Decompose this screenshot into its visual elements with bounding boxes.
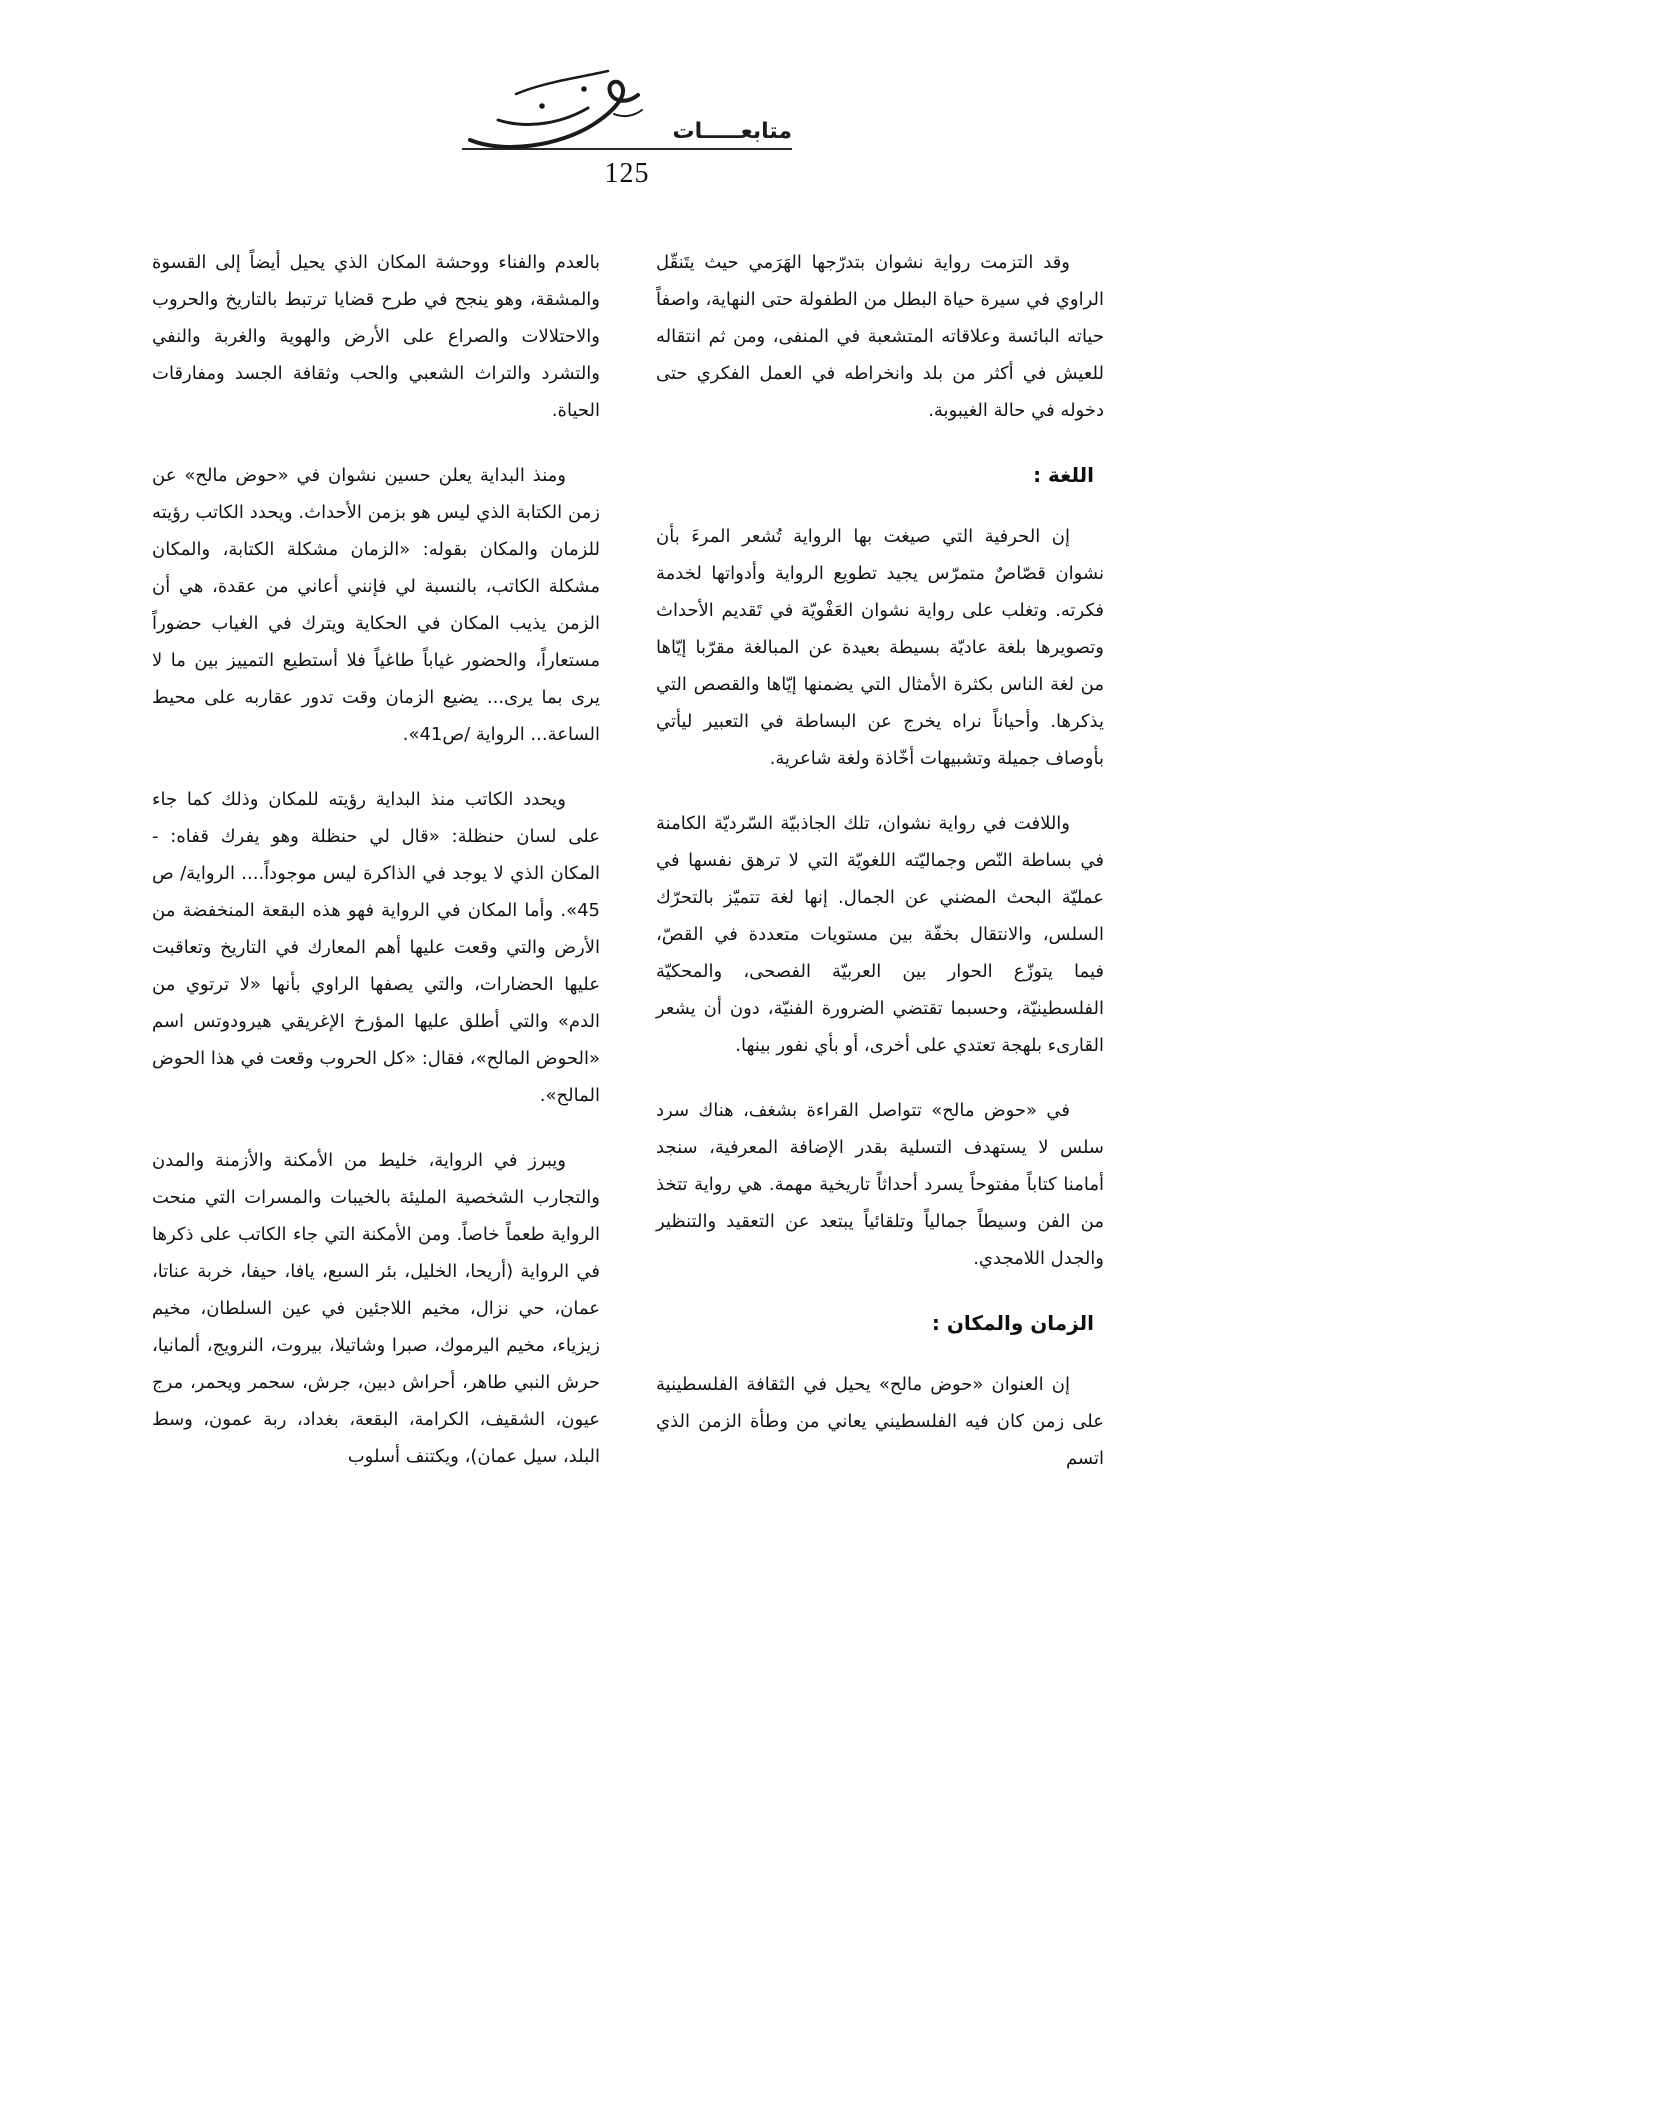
- column-left: [152, 244, 600, 1505]
- afkar-logo-icon: [464, 62, 654, 162]
- paragraph: ومنذ البداية يعلن حسين نشوان في «حوض مالح» عن زمن الكتابة الذي ليس هو بزمن الأحداث. ويحدد الكاتب رؤيته للزمان والمكان بقوله: «الزمان مشكلة الكتابة، والمكان مشكلة الكاتب، بالنسبة لي فإنني أعاني من عقدة، هي أن الزمن يذيب المكان في الحكاية ويترك في الغياب حضوراً مستعاراً، والحضور غياباً طاغياً فلا أستطيع التمييز بين ما لا يرى بما يرى... يضيع الزمان وقت تدور عقاربه على محيط الساعة... الرواية /ص41».: [152, 465, 600, 745]
- page-header: [462, 62, 792, 190]
- section-heading-language: اللغة :: [1033, 463, 1094, 487]
- article-body: [152, 244, 1104, 1505]
- masthead-rule: [462, 62, 792, 150]
- section-heading-time-place: الزمان والمكان :: [931, 1311, 1094, 1335]
- paragraph: إن الحرفية التي صيغت بها الرواية تُشعر المرءَ بأن نشوان قصّاصٌ متمرّس يجيد تطويع الرواية وأدواتها لخدمة فكرته. وتغلب على رواية نشوان العَفْويّة في تَقديم الأحداث وتصويرها بلغة عاديّة بسيطة بعيدة عن المبالغة مقرّبا إيّاها من لغة الناس بكثرة الأمثال التي يضمنها إيّاها والقصص التي يذكرها. وأحياناً نراه يخرج عن البساطة في التعبير ليأتي بأوصاف جميلة وتشبيهات أخّاذة ولغة شاعرية.: [656, 526, 1104, 769]
- section-title: متابعـــــات: [672, 119, 792, 144]
- paragraph: ويبرز في الرواية، خليط من الأمكنة والأزمنة والمدن والتجارب الشخصية المليئة بالخيبات والمسرات التي منحت الرواية طعماً خاصاً. ومن الأمكنة التي جاء الكاتب على ذكرها في الرواية (أريحا، الخليل، بئر السبع، يافا، حيفا، خربة عناتا، عمان، حي نزال، مخيم اللاجئين في عين السلطان، مخيم زيزياء، مخيم اليرموك، صبرا وشاتيلا، بيروت، النرويج، ألمانيا، حرش النبي طاهر، أحراش دبين، جرش، سحمر ويحمر، مرج عيون، الشقيف، الكرامة، البقعة، بغداد، ربة عمون، وسط البلد، سيل عمان)، ويكتنف أسلوب: [152, 1150, 600, 1467]
- article-columns: [152, 244, 1104, 1505]
- paragraph: واللافت في رواية نشوان، تلك الجاذبيّة السّرديّة الكامنة في بساطة النّص وجماليّته اللغويّة التي لا ترهق نفسها في عمليّة البحث المضني عن الجمال. إنها لغة تتميّز بالتحرّك السلس، والانتقال بخفّة بين مستويات متعددة في القصّ، فيما يتوزّع الحوار بين العربيّة الفصحى، والمحكيّة الفلسطينيّة، وحسبما تقتضي الضرورة الفنيّة، دون أن يشعر القارىء بلهجة تعتدي على أخرى، أو بأي نفور بينها.: [656, 813, 1104, 1056]
- paragraph: وقد التزمت رواية نشوان بتدرّجها الهَرَمي حيث يتَنقّل الراوي في سيرة حياة البطل من الطفولة حتى النهاية، واصفاً حياته البائسة وعلاقاته المتشعبة في المنفى، ومن ثم انتقاله للعيش في أكثر من بلد وانخراطه في العمل الفكري حتى دخوله في حالة الغيبوبة.: [656, 252, 1104, 421]
- column-right: [656, 244, 1104, 1505]
- page-number: 125: [604, 158, 650, 189]
- paragraph: ويحدد الكاتب منذ البداية رؤيته للمكان وذلك كما جاء على لسان حنظلة: «قال لي حنظلة وهو يفرك قفاه: - المكان الذي لا يوجد في الذاكرة ليس موجوداً.... الرواية/ ص 45». وأما المكان في الرواية فهو هذه البقعة المنخفضة من الأرض والتي وقعت عليها أهم المعارك في التاريخ وتعاقبت عليها الحضارات، والتي يصفها الراوي بأنها «لا ترتوي من الدم» والتي أطلق عليها المؤرخ الإغريقي هيرودوتس اسم «الحوض المالح»، فقال: «كل الحروب وقعت في هذا الحوض المالح».: [152, 789, 600, 1106]
- paragraph: إن العنوان «حوض مالح» يحيل في الثقافة الفلسطينية على زمن كان فيه الفلسطيني يعاني من وطأة الزمن الذي اتسم: [656, 1374, 1104, 1469]
- paragraph-continuation: بالعدم والفناء ووحشة المكان الذي يحيل أيضاً إلى القسوة والمشقة، وهو ينجح في طرح قضايا ترتبط بالتاريخ والحروب والاحتلالات والصراع على الأرض والهوية والغربة والنفي والتشرد والتراث الشعبي والحب وثقافة الجسد ومفارقات الحياة.: [152, 252, 600, 421]
- paragraph: في «حوض مالح» تتواصل القراءة بشغف، هناك سرد سلس لا يستهدف التسلية بقدر الإضافة المعرفية، سنجد أمامنا كتاباً مفتوحاً يسرد أحداثاً تاريخية مهمة. هي رواية تتخذ من الفن وسيطاً جمالياً وتلقائياً يبتعد عن التعقيد والتنظير والجدل اللامجدي.: [656, 1100, 1104, 1269]
